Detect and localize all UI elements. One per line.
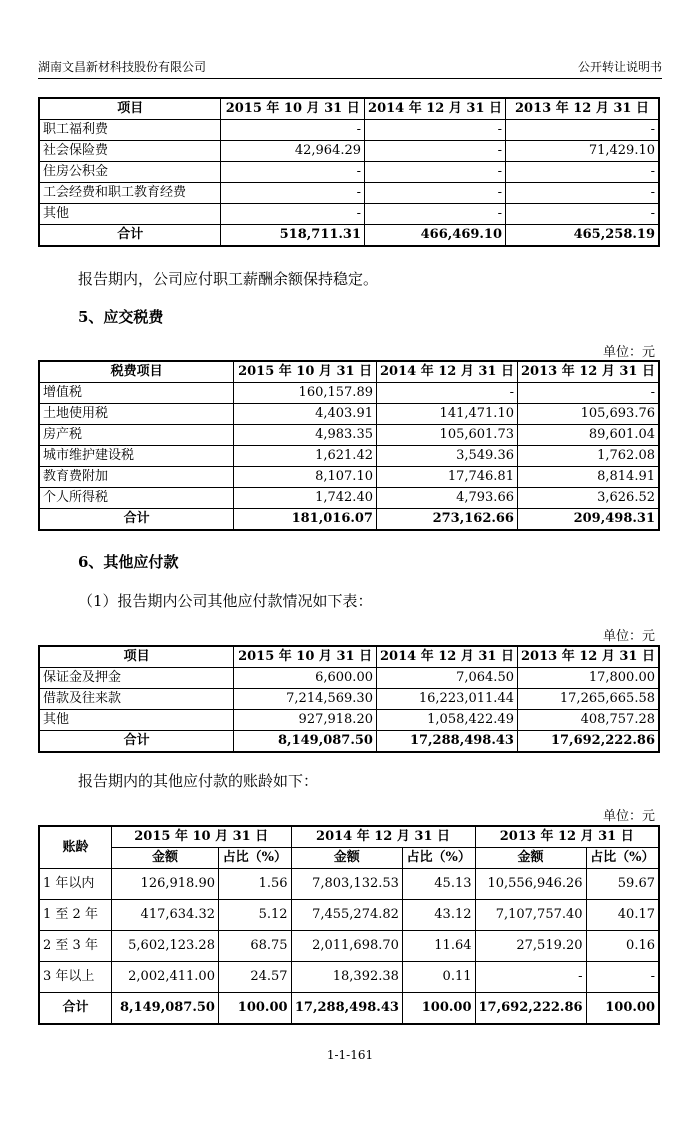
row-label: 1 至 2 年 [39,900,111,931]
table-row [39,467,659,488]
unit-label: 单位：元 [602,629,655,644]
cell: - [586,962,659,993]
cell: 59.67 [586,869,659,900]
cell: 1,742.40 [234,488,377,509]
total-label: 合计 [39,509,234,531]
cell: 408,757.28 [517,710,659,731]
table-row [39,383,659,404]
cell: 5,602,123.28 [111,931,218,962]
cell: 10,556,946.26 [475,869,586,900]
cell: 1.56 [218,869,291,900]
table-taxes-payable [38,360,660,531]
unit-label: 单位：元 [602,809,655,824]
header-cell-date: 2013 年 12 月 31 日 [475,826,659,848]
cell: 7,064.50 [376,668,517,689]
row-label: 3 年以上 [39,962,111,993]
table-row [39,162,659,183]
cell: - [221,204,365,225]
row-label: 城市维护建设税 [39,446,234,467]
cell: 1,058,422.49 [376,710,517,731]
header-cell: 税费项目 [39,361,234,383]
cell: 4,983.35 [234,425,377,446]
cell: 11.64 [402,931,475,962]
table-row [39,668,659,689]
cell: 8,814.91 [517,467,659,488]
cell: - [365,204,506,225]
cell: 45.13 [402,869,475,900]
row-label: 房产税 [39,425,234,446]
cell: - [365,120,506,141]
header-cell: 2015 年 10 月 31 日 [221,98,365,120]
cell: 100.00 [402,993,475,1025]
header-cell: 2013 年 12 月 31 日 [517,646,659,668]
table-total-row [39,731,659,753]
subheader-amount: 金额 [291,848,402,869]
cell: 1,621.42 [234,446,377,467]
header-cell: 项目 [39,646,234,668]
cell: 2,011,698.70 [291,931,402,962]
cell: - [365,162,506,183]
cell: 17,800.00 [517,668,659,689]
cell: 3,549.36 [376,446,517,467]
table-row [39,204,659,225]
cell: 518,711.31 [221,225,365,247]
subheader-amount: 金额 [111,848,218,869]
document-title: 公开转让说明书 [577,60,662,74]
header-cell: 2014 年 12 月 31 日 [376,646,517,668]
table-payables-aging [38,825,660,1025]
cell: - [506,183,659,204]
row-label: 其他 [39,710,234,731]
cell: 160,157.89 [234,383,377,404]
cell: - [506,162,659,183]
cell: - [365,183,506,204]
cell: 17,288,498.43 [376,731,517,753]
cell: 927,918.20 [234,710,377,731]
cell: - [365,141,506,162]
cell: 27,519.20 [475,931,586,962]
cell: 7,803,132.53 [291,869,402,900]
header-cell: 2015 年 10 月 31 日 [234,646,377,668]
cell: 141,471.10 [376,404,517,425]
cell: - [221,162,365,183]
row-label: 住房公积金 [39,162,221,183]
section-heading-taxes: 5、应交税费 [78,308,164,326]
cell: 8,149,087.50 [234,731,377,753]
cell: 0.16 [586,931,659,962]
cell: 2,002,411.00 [111,962,218,993]
row-label: 工会经费和职工教育经费 [39,183,221,204]
cell: 17,692,222.86 [475,993,586,1025]
cell: 3,626.52 [517,488,659,509]
header-cell: 2013 年 12 月 31 日 [517,361,659,383]
page-number: 1-1-161 [326,1048,374,1062]
row-label: 保证金及押金 [39,668,234,689]
table-row [39,710,659,731]
table-row [39,183,659,204]
cell: 4,403.91 [234,404,377,425]
cell: 466,469.10 [365,225,506,247]
cell: 17,265,665.58 [517,689,659,710]
cell: - [475,962,586,993]
cell: 465,258.19 [506,225,659,247]
row-label: 增值税 [39,383,234,404]
cell: 6,600.00 [234,668,377,689]
cell: - [506,204,659,225]
header-cell-date: 2014 年 12 月 31 日 [291,826,475,848]
cell: 8,107.10 [234,467,377,488]
table-employee-pay [38,97,660,247]
table-row [39,141,659,162]
cell: 7,214,569.30 [234,689,377,710]
paragraph-aging-intro: 报告期内的其他应付款的账龄如下： [78,772,319,790]
cell: 5.12 [218,900,291,931]
cell: 18,392.38 [291,962,402,993]
cell: 17,746.81 [376,467,517,488]
row-label: 1 年以内 [39,869,111,900]
table-row [39,962,659,993]
header-cell: 项目 [39,98,221,120]
cell: 7,455,274.82 [291,900,402,931]
cell: 4,793.66 [376,488,517,509]
cell: - [221,183,365,204]
header-cell: 2015 年 10 月 31 日 [234,361,377,383]
subheader-share: 占比（%） [586,848,659,869]
cell: 126,918.90 [111,869,218,900]
row-label: 其他 [39,204,221,225]
total-label: 合计 [39,731,234,753]
table-row [39,488,659,509]
page-header [38,54,662,79]
table-row [39,446,659,467]
table-row [39,869,659,900]
cell: - [506,120,659,141]
table-row [39,425,659,446]
cell: 17,288,498.43 [291,993,402,1025]
paragraph-payroll-stable: 报告期内，公司应付职工薪酬余额保持稳定。 [78,270,379,288]
cell: 100.00 [586,993,659,1025]
table-total-row [39,225,659,247]
row-label: 职工福利费 [39,120,221,141]
row-label: 借款及往来款 [39,689,234,710]
row-label: 社会保险费 [39,141,221,162]
table-row [39,120,659,141]
total-label: 合计 [39,993,111,1025]
cell: 181,016.07 [234,509,377,531]
cell: - [221,120,365,141]
header-cell-aging: 账龄 [39,826,111,869]
cell: 0.11 [402,962,475,993]
cell: 100.00 [218,993,291,1025]
cell: 7,107,757.40 [475,900,586,931]
section-heading-other-payables: 6、其他应付款 [78,553,179,571]
row-label: 土地使用税 [39,404,234,425]
row-label: 教育费附加 [39,467,234,488]
subheader-share: 占比（%） [402,848,475,869]
cell: 24.57 [218,962,291,993]
header-cell-date: 2015 年 10 月 31 日 [111,826,291,848]
cell: 105,693.76 [517,404,659,425]
row-label: 2 至 3 年 [39,931,111,962]
row-label: 个人所得税 [39,488,234,509]
header-cell: 2014 年 12 月 31 日 [376,361,517,383]
subheader-amount: 金额 [475,848,586,869]
cell: 71,429.10 [506,141,659,162]
cell: 1,762.08 [517,446,659,467]
table-total-row [39,509,659,531]
cell: 40.17 [586,900,659,931]
cell: 273,162.66 [376,509,517,531]
cell: 8,149,087.50 [111,993,218,1025]
cell: - [517,383,659,404]
cell: 209,498.31 [517,509,659,531]
table-total-row [39,993,659,1025]
unit-label: 单位：元 [602,345,655,360]
cell: 105,601.73 [376,425,517,446]
subheader-share: 占比（%） [218,848,291,869]
header-cell: 2014 年 12 月 31 日 [365,98,506,120]
cell: 16,223,011.44 [376,689,517,710]
cell: 42,964.29 [221,141,365,162]
cell: 89,601.04 [517,425,659,446]
company-name: 湖南文昌新材科技股份有限公司 [38,60,207,74]
table-row [39,404,659,425]
table-row [39,689,659,710]
cell: - [376,383,517,404]
cell: 43.12 [402,900,475,931]
cell: 17,692,222.86 [517,731,659,753]
header-cell: 2013 年 12 月 31 日 [506,98,659,120]
cell: 417,634.32 [111,900,218,931]
cell: 68.75 [218,931,291,962]
table-other-payables [38,645,660,753]
total-label: 合计 [39,225,221,247]
table-row [39,900,659,931]
table-row [39,931,659,962]
paragraph-other-payables-intro: （1）报告期内公司其他应付款情况如下表： [78,592,373,610]
